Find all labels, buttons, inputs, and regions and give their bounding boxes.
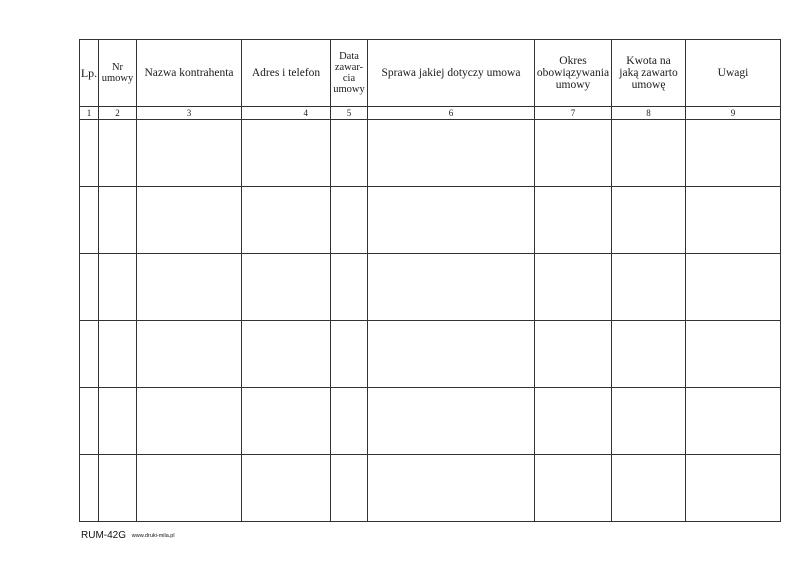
header-validity-period: Okres obowiązywania umowy: [535, 40, 612, 107]
blank-entry-rows: [80, 120, 781, 522]
table-cell: [331, 455, 368, 522]
table-cell: [612, 455, 686, 522]
table-cell: [331, 187, 368, 254]
table-row: [80, 455, 781, 522]
form-footer: [81, 530, 175, 541]
table-cell: [80, 321, 99, 388]
column-number: 6: [368, 107, 535, 120]
column-number: 1: [80, 107, 99, 120]
table-cell: [686, 321, 781, 388]
table-cell: [99, 120, 137, 187]
table-cell: [612, 321, 686, 388]
table-cell: [368, 254, 535, 321]
table-cell: [535, 388, 612, 455]
table-cell: [686, 388, 781, 455]
table-cell: [99, 254, 137, 321]
header-contract-number: Nr umowy: [99, 40, 137, 107]
table-cell: [80, 120, 99, 187]
table-cell: [242, 388, 331, 455]
table-cell: [368, 321, 535, 388]
table-cell: [80, 388, 99, 455]
table-cell: [612, 187, 686, 254]
column-number: 4: [242, 107, 331, 120]
table-cell: [535, 120, 612, 187]
header-row: [80, 40, 781, 107]
column-number: 2: [99, 107, 137, 120]
table-row: [80, 120, 781, 187]
table-cell: [242, 187, 331, 254]
table-cell: [80, 254, 99, 321]
table-cell: [368, 120, 535, 187]
header-contract-amount: Kwota na jaką zawarto umowę: [612, 40, 686, 107]
table-cell: [99, 187, 137, 254]
header-contractor-name: Nazwa kontrahenta: [137, 40, 242, 107]
header-address-phone: Adres i telefon: [242, 40, 331, 107]
table-cell: [686, 120, 781, 187]
table-cell: [80, 187, 99, 254]
contract-register-table: [79, 39, 781, 522]
publisher-website: www.druki-mila.pl: [131, 533, 175, 539]
table-cell: [686, 254, 781, 321]
table-cell: [242, 120, 331, 187]
table-cell: [137, 254, 242, 321]
form-code: RUM-42G: [81, 530, 127, 541]
table-cell: [99, 455, 137, 522]
table-row: [80, 254, 781, 321]
column-number: 3: [137, 107, 242, 120]
column-number-row: [80, 107, 781, 120]
table-cell: [80, 455, 99, 522]
table-cell: [535, 187, 612, 254]
table-cell: [368, 187, 535, 254]
table-cell: [368, 388, 535, 455]
table-row: [80, 321, 781, 388]
column-number: 8: [612, 107, 686, 120]
table-cell: [331, 254, 368, 321]
table-cell: [535, 254, 612, 321]
table-cell: [331, 388, 368, 455]
table-cell: [242, 254, 331, 321]
column-number: 5: [331, 107, 368, 120]
table-cell: [242, 455, 331, 522]
column-number: 7: [535, 107, 612, 120]
table-cell: [137, 388, 242, 455]
header-remarks: Uwagi: [686, 40, 781, 107]
table-cell: [137, 321, 242, 388]
table-row: [80, 388, 781, 455]
table-cell: [612, 388, 686, 455]
table-cell: [99, 321, 137, 388]
table-cell: [535, 455, 612, 522]
table-row: [80, 187, 781, 254]
table-cell: [535, 321, 612, 388]
table-cell: [331, 120, 368, 187]
header-contract-subject: Sprawa jakiej dotyczy umowa: [368, 40, 535, 107]
table-cell: [368, 455, 535, 522]
table-cell: [612, 120, 686, 187]
table-cell: [137, 187, 242, 254]
table-cell: [686, 187, 781, 254]
table-cell: [99, 388, 137, 455]
table-cell: [612, 254, 686, 321]
table-cell: [242, 321, 331, 388]
header-contract-date: Data zawar- cia umowy: [331, 40, 368, 107]
table-cell: [686, 455, 781, 522]
table-cell: [137, 120, 242, 187]
table-cell: [331, 321, 368, 388]
table-cell: [137, 455, 242, 522]
header-lp: Lp.: [80, 40, 99, 107]
column-number: 9: [686, 107, 781, 120]
